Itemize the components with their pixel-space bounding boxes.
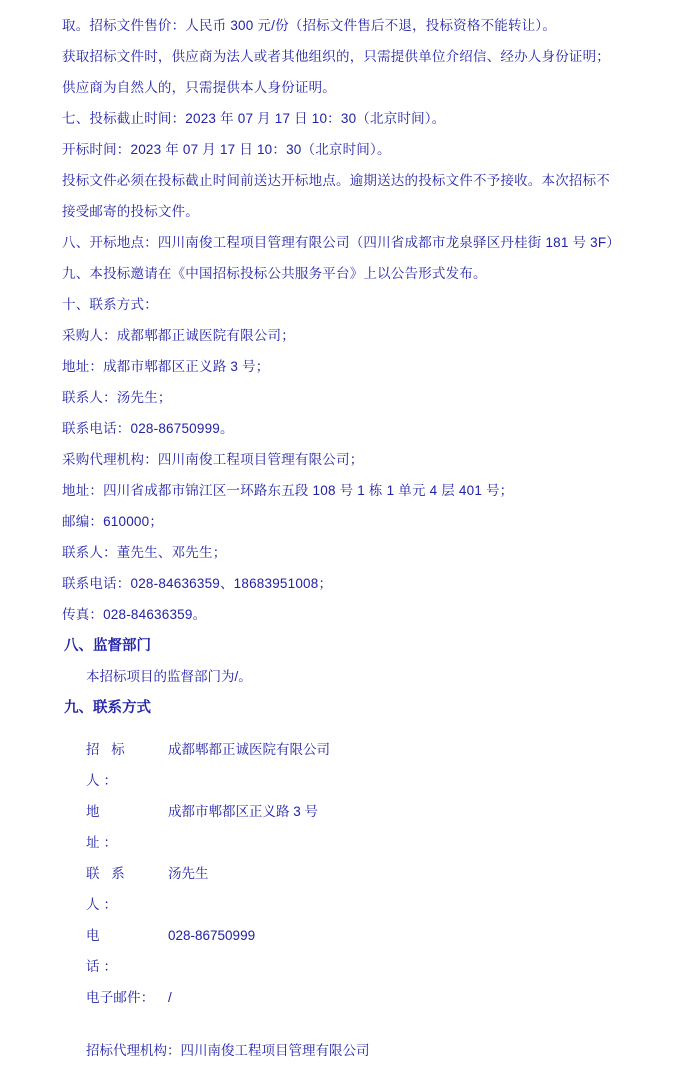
- contact-row: [62, 858, 658, 920]
- paragraph: 地址：成都市郫都区正义路 3 号；: [62, 359, 270, 374]
- contact-value: /: [168, 990, 172, 1005]
- spacer: [62, 724, 658, 734]
- contact-value: 成都市郫都区正义路 3 号: [168, 804, 319, 819]
- paragraph: 开标时间：2023 年 07 月 17 日 10：30（北京时间）。: [62, 142, 391, 157]
- contact-label: 联 系 人：: [86, 866, 129, 912]
- supervision-body: 本招标项目的监督部门为/。: [86, 669, 252, 684]
- paragraph: 联系人：汤先生；: [62, 390, 172, 405]
- paragraph: 联系电话：028-84636359、18683951008；: [62, 576, 333, 591]
- paragraph: 联系电话：028-86750999。: [62, 421, 234, 436]
- paragraph: 采购人：成都郫都正诚医院有限公司；: [62, 328, 295, 343]
- paragraph: 九、本投标邀请在《中国招标投标公共服务平台》上以公告形式发布。: [62, 266, 487, 281]
- contact-label: 电 话：: [86, 928, 139, 974]
- paragraph: 传真：028-84636359。: [62, 607, 207, 622]
- paragraph: 地址：四川省成都市锦江区一环路东五段 108 号 1 栋 1 单元 4 层 401 号；: [62, 483, 514, 498]
- contact-label: 地 址：: [86, 804, 139, 850]
- paragraph: 获取招标文件时，供应商为法人或者其他组织的，只需提供单位介绍信、经办人身份证明；: [62, 49, 610, 64]
- paragraph: 取。招标文件售价：人民币 300 元/份（招标文件售后不退，投标资格不能转让）。: [62, 18, 557, 33]
- contact-row: [62, 796, 658, 858]
- paragraph: 联系人：董先生、邓先生；: [62, 545, 227, 560]
- spacer: [62, 1013, 658, 1035]
- paragraph: 七、投标截止时间：2023 年 07 月 17 日 10：30（北京时间）。: [62, 111, 446, 126]
- paragraph: 采购代理机构：四川南俊工程项目管理有限公司；: [62, 452, 364, 467]
- paragraph: 接受邮寄的投标文件。: [62, 204, 199, 219]
- section-heading-supervision: 八、监督部门: [64, 638, 151, 654]
- paragraph: 供应商为自然人的，只需提供本人身份证明。: [62, 80, 336, 95]
- contact-label: 招 标 人：: [86, 742, 129, 788]
- contact-value: 028-86750999: [168, 928, 256, 943]
- contact-value: 汤先生: [168, 866, 209, 881]
- agency-line: 招标代理机构：四川南俊工程项目管理有限公司: [86, 1043, 370, 1058]
- paragraph: 投标文件必须在投标截止时间前送达开标地点。逾期送达的投标文件不予接收。本次招标不: [62, 173, 610, 188]
- contact-label: 电子邮件：: [86, 990, 155, 1005]
- contact-row: [62, 920, 658, 982]
- section-heading-contact: 九、联系方式: [64, 700, 151, 716]
- contact-row: [62, 734, 658, 796]
- contact-value: 成都郫都正诚医院有限公司: [168, 742, 330, 757]
- paragraph: 八、开标地点：四川南俊工程项目管理有限公司（四川省成都市龙泉驿区丹桂街 181 号 3F）: [62, 235, 621, 250]
- paragraph: 邮编：610000；: [62, 514, 164, 529]
- contact-row: [62, 982, 658, 1013]
- paragraph: 十、联系方式：: [62, 297, 158, 312]
